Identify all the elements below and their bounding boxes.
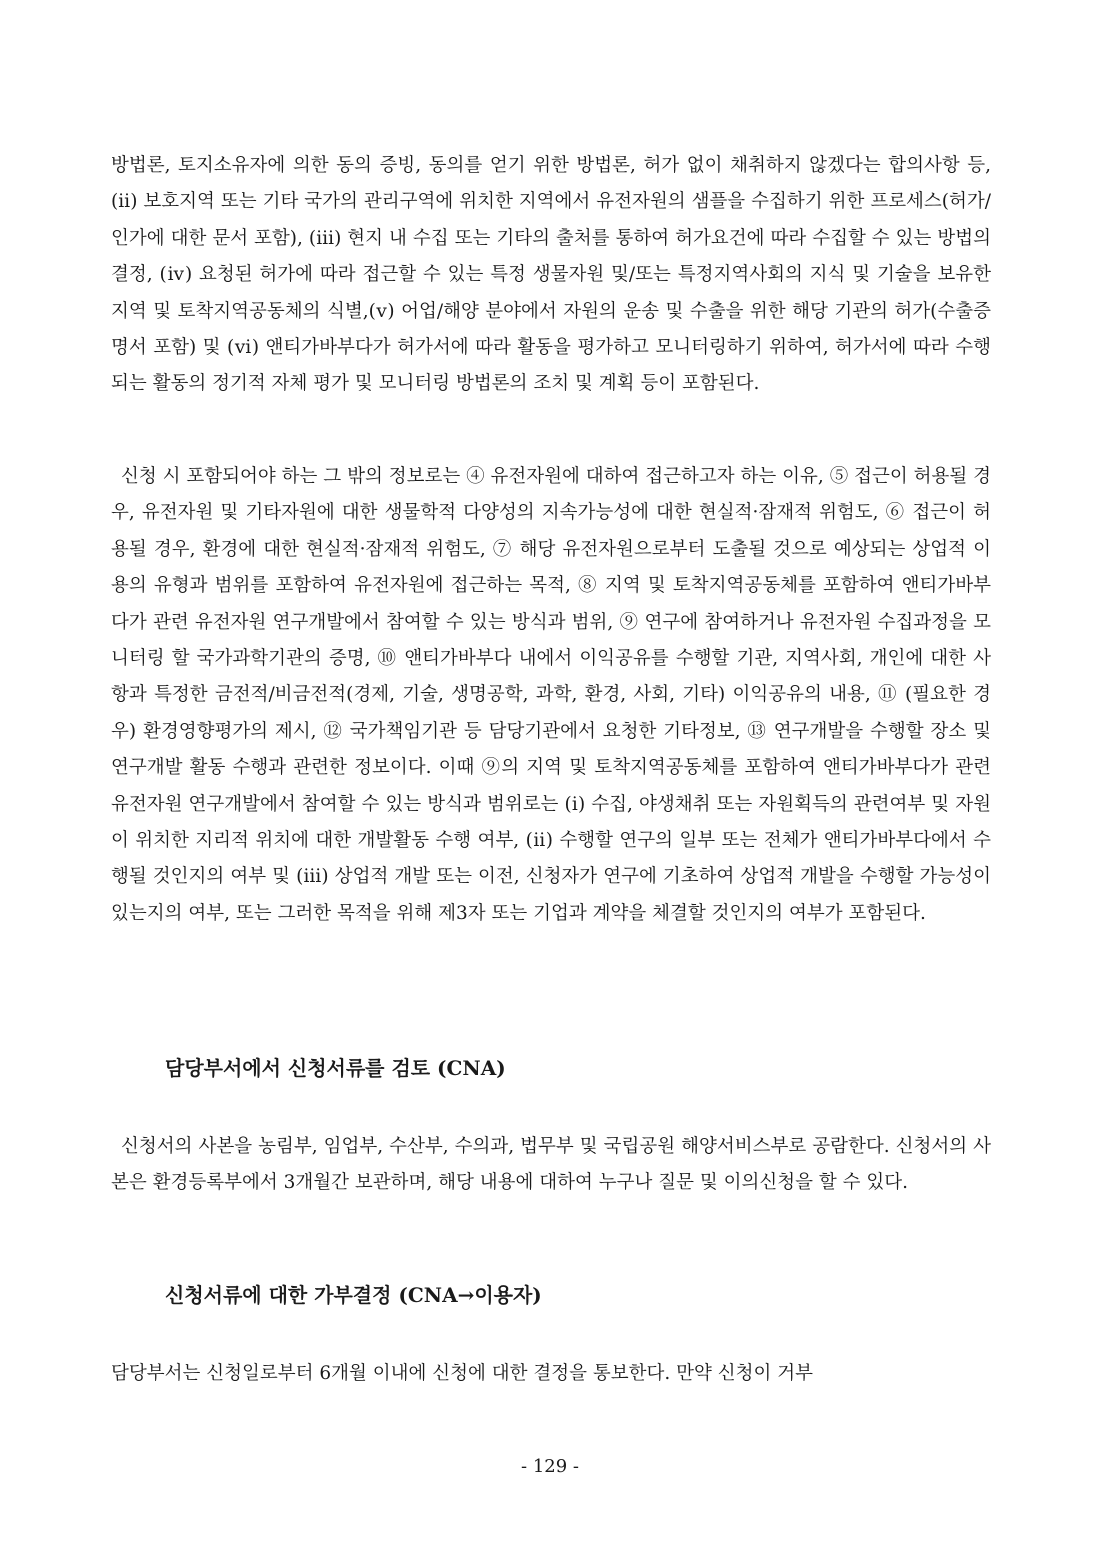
section-heading: 신청서류에 대한 가부결정 (CNA→이용자) [165, 1283, 542, 1307]
body-paragraph: 담당부서는 신청일로부터 6개월 이내에 신청에 대한 결정을 통보한다. 만약 신청이 거부 [111, 1363, 813, 1384]
section-heading: 담당부서에서 신청서류를 검토 (CNA) [165, 1056, 506, 1080]
body-paragraph: 방법론, 토지소유자에 의한 동의 증빙, 동의를 얻기 위한 방법론, 허가 없이 채취하지 않겠다는 합의사항 등, (ⅱ) 보호지역 또는 기타 국가의 관리구역에 위치한 지역에서 유전자원의 샘플을 수집하기 위한 프로세스(허가/인가에 대한 문서 포함), (ⅲ) 현지 내 수집 또는 기타의 출처를 통하여 허가요건에 따라 수집할 수 있는 방법의 결정, (ⅳ) 요청된 허가에 따라 접근할 수 있는 특정 생물자원 및/또는 특정지역사회의 지식 및 기술을 보유한 지역 및 토착지역공동체의 식별,(ⅴ) 어업/해양 분야에서 자원의 운송 및 수출을 위한 해당 기관의 허가(수출증명서 포함) 및 (ⅵ) 앤티가바부다가 허가서에 따라 활동을 평가하고 모니터링하기 위하여, 허가서에 따라 수행되는 활동의 정기적 자체 평가 및 모니터링 방법론의 조치 및 계획 등이 포함된다. [111, 155, 992, 395]
body-paragraph: 신청서의 사본을 농림부, 임업부, 수산부, 수의과, 법무부 및 국립공원 해양서비스부로 공람한다. 신청서의 사본은 환경등록부에서 3개월간 보관하며, 해당 내용에 대하여 누구나 질문 및 이의신청을 할 수 있다. [111, 1136, 991, 1194]
body-paragraph: 신청 시 포함되어야 하는 그 밖의 정보로는 ④ 유전자원에 대하여 접근하고자 하는 이유, ⑤ 접근이 허용될 경우, 유전자원 및 기타자원에 대한 생물학적 다양성의 지속가능성에 대한 현실적·잠재적 위험도, ⑥ 접근이 허용될 경우, 환경에 대한 현실적·잠재적 위험도, ⑦ 해당 유전자원으로부터 도출될 것으로 예상되는 상업적 이용의 유형과 범위를 포함하여 유전자원에 접근하는 목적, ⑧ 지역 및 토착지역공동체를 포함하여 앤티가바부다가 관련 유전자원 연구개발에서 참여할 수 있는 방식과 범위, ⑨ 연구에 참여하거나 유전자원 수집과정을 모니터링 할 국가과학기관의 증명, ⑩ 앤티가바부다 내에서 이익공유를 수행할 기관, 지역사회, 개인에 대한 사항과 특정한 금전적/비금전적(경제, 기술, 생명공학, 과학, 환경, 사회, 기타) 이익공유의 내용, ⑪ (필요한 경우) 환경영향평가의 제시, ⑫ 국가책임기관 등 담당기관에서 요청한 기타정보, ⑬ 연구개발을 수행할 장소 및 연구개발 활동 수행과 관련한 정보이다. 이때 ⑨의 지역 및 토착지역공동체를 포함하여 앤티가바부다가 관련 유전자원 연구개발에서 참여할 수 있는 방식과 범위로는 (ⅰ) 수집, 야생채취 또는 자원획득의 관련여부 및 자원이 위치한 지리적 위치에 대한 개발활동 수행 여부, (ⅱ) 수행할 연구의 일부 또는 전체가 앤티가바부다에서 수행될 것인지의 여부 및 (ⅲ) 상업적 개발 또는 이전, 신청자가 연구에 기초하여 상업적 개발을 수행할 가능성이 있는지의 여부, 또는 그러한 목적을 위해 제3자 또는 기업과 계약을 체결할 것인지의 여부가 포함된다. [111, 466, 991, 924]
page-number: - 129 - [521, 1456, 579, 1477]
